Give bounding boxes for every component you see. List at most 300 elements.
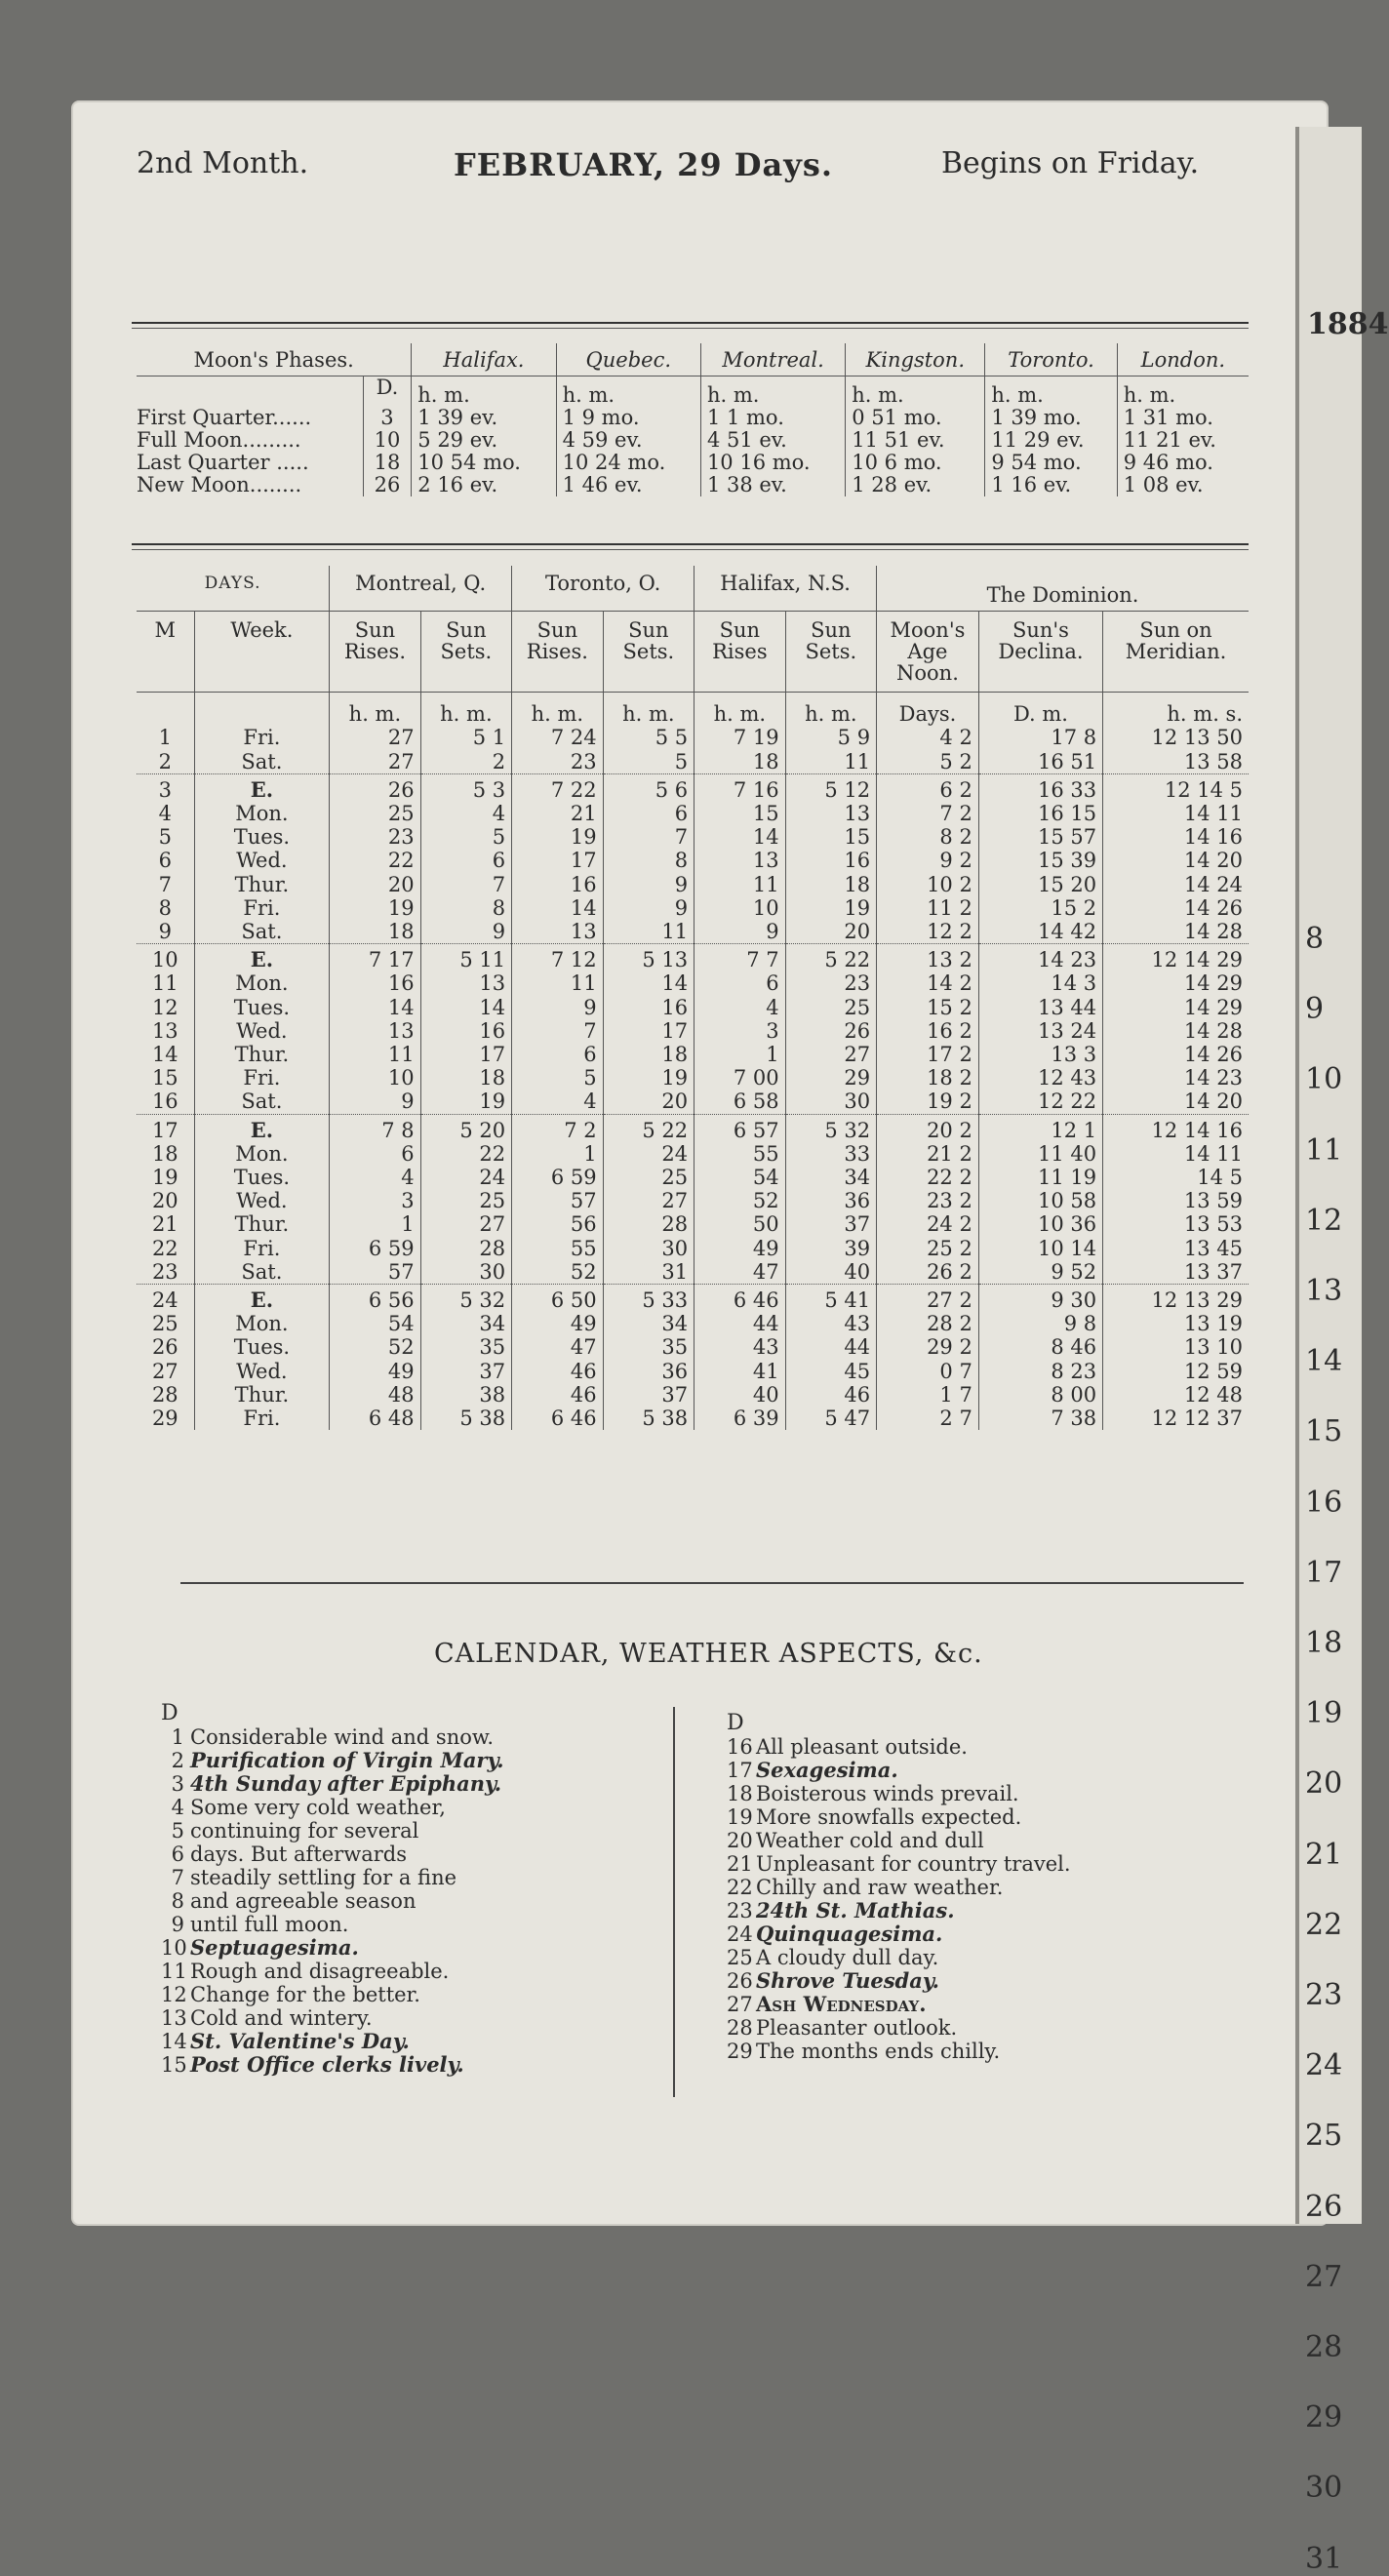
calendar-day-number: 4 [171, 1796, 184, 1819]
sun-meridian: 12 14 29 [1103, 944, 1249, 972]
city-london: London. [1117, 343, 1249, 376]
moon-age: 16 2 [877, 1019, 979, 1043]
sun-declination: 10 36 [978, 1212, 1102, 1236]
montreal-rises: 14 [330, 996, 420, 1019]
phase-time: 1 38 ev. [700, 474, 845, 496]
halifax-sets: 37 [785, 1212, 876, 1236]
sun-meridian: 14 29 [1103, 996, 1249, 1019]
calendar-d-label: D [727, 1711, 744, 1735]
halifax-rises: 6 39 [694, 1407, 785, 1430]
day-number: 20 [151, 1189, 179, 1213]
moon-age: 17 2 [877, 1043, 979, 1066]
sun-declination: 13 44 [978, 996, 1102, 1019]
moon-age: 15 2 [877, 996, 979, 1019]
montreal-sets: 5 32 [420, 1285, 511, 1313]
calendar-entry-text: days. But afterwards [190, 1843, 407, 1866]
unit-dm: D. m. [978, 693, 1102, 727]
phase-row [137, 407, 1249, 429]
phase-time: 9 54 mo. [985, 452, 1117, 474]
adjacent-page-number: 20 [1305, 1766, 1343, 1802]
toronto-rises: 23 [512, 750, 603, 774]
day-number: 16 [151, 1090, 179, 1114]
table-row [137, 1019, 1249, 1043]
table-row [137, 750, 1249, 774]
toronto-sets: 18 [603, 1043, 694, 1066]
weekday: Wed. [194, 1360, 330, 1383]
phase-time: 0 51 mo. [846, 407, 985, 429]
calendar-day-number: 17 [727, 1759, 753, 1782]
calendar-entry [161, 2030, 504, 2053]
calendar-title: CALENDAR, WEATHER ASPECTS, &c. [434, 1639, 983, 1669]
sun-meridian: 14 20 [1103, 1090, 1249, 1114]
adjacent-page-number: 28 [1305, 2330, 1343, 2364]
weekday: Mon. [194, 1142, 330, 1166]
toronto-rises: 7 [512, 1019, 603, 1043]
dominion-group-label: The Dominion. [877, 566, 1249, 612]
halifax-rises: 4 [694, 996, 785, 1019]
montreal-sets: 34 [420, 1312, 511, 1335]
montreal-rises: 27 [330, 750, 420, 774]
halifax-sets: 46 [785, 1383, 876, 1407]
halifax-sets: 5 47 [785, 1407, 876, 1430]
table-bottom-rule [180, 1582, 1244, 1584]
toronto-sets: 5 33 [603, 1285, 694, 1313]
sun-meridian: 14 28 [1103, 920, 1249, 944]
sun-declination: 12 22 [978, 1090, 1102, 1114]
sun-declination: 13 24 [978, 1019, 1102, 1043]
halifax-sets: 23 [785, 971, 876, 995]
sun-meridian: 14 20 [1103, 849, 1249, 872]
halifax-rises: 7 16 [694, 773, 785, 802]
calendar-entry-text: St. Valentine's Day. [190, 2029, 410, 2053]
adjacent-page-number: 21 [1305, 1837, 1343, 1872]
adjacent-page-number: 15 [1305, 1414, 1343, 1449]
phase-unit: h. m. [846, 376, 985, 408]
col-sun-declination: Sun's Declina. [978, 612, 1102, 693]
moon-age: 19 2 [877, 1090, 979, 1114]
moon-age: 18 2 [877, 1066, 979, 1090]
calendar-day-number: 2 [171, 1749, 184, 1772]
unit-hm: h. m. [785, 693, 876, 727]
adjacent-page-number: 27 [1305, 2259, 1343, 2294]
halifax-rises: 55 [694, 1142, 785, 1166]
halifax-rises: 7 00 [694, 1066, 785, 1090]
halifax-rises: 9 [694, 920, 785, 944]
calendar-day-number: 13 [161, 2006, 187, 2030]
phase-time: 5 29 ev. [412, 429, 556, 452]
halifax-rises: 6 46 [694, 1285, 785, 1313]
weekday: Sat. [194, 750, 330, 774]
toronto-rises: 47 [512, 1335, 603, 1359]
day-number: 29 [151, 1407, 179, 1431]
halifax-sets: 25 [785, 996, 876, 1019]
phase-unit: h. m. [556, 376, 700, 408]
day-number: 2 [158, 749, 172, 773]
col-montreal-sets: Sun Sets. [420, 612, 511, 693]
montreal-rises: 27 [330, 726, 420, 749]
montreal-sets: 35 [420, 1335, 511, 1359]
calendar-day-number: 24 [727, 1922, 753, 1946]
weekday: Fri. [194, 1066, 330, 1090]
halifax-sets: 11 [785, 750, 876, 774]
toronto-sets: 5 13 [603, 944, 694, 972]
sun-declination: 15 57 [978, 825, 1102, 849]
montreal-rises: 10 [330, 1066, 420, 1090]
sun-declination: 9 8 [978, 1312, 1102, 1335]
halifax-rises: 40 [694, 1383, 785, 1407]
toronto-sets: 16 [603, 996, 694, 1019]
sun-meridian: 13 10 [1103, 1335, 1249, 1359]
toronto-sets: 28 [603, 1212, 694, 1236]
table-row [137, 873, 1249, 896]
sun-declination: 16 15 [978, 802, 1102, 825]
halifax-rises: 3 [694, 1019, 785, 1043]
halifax-rises: 6 [694, 971, 785, 995]
halifax-sets: 39 [785, 1237, 876, 1260]
sun-meridian: 14 26 [1103, 896, 1249, 920]
weekday: Fri. [194, 1237, 330, 1260]
sun-meridian: 14 26 [1103, 1043, 1249, 1066]
phase-time: 1 46 ev. [556, 474, 700, 496]
sun-meridian: 13 53 [1103, 1212, 1249, 1236]
phase-unit: h. m. [985, 376, 1117, 408]
toronto-rises: 7 22 [512, 773, 603, 802]
moon-age: 23 2 [877, 1189, 979, 1212]
toronto-rises: 7 2 [512, 1114, 603, 1142]
calendar-entry [161, 2006, 504, 2030]
sun-declination: 7 38 [978, 1407, 1102, 1430]
halifax-rises: 15 [694, 802, 785, 825]
weekday: Mon. [194, 802, 330, 825]
day-number: 23 [151, 1259, 179, 1284]
adjacent-page-number: 29 [1305, 2400, 1343, 2436]
calendar-entry-text: Shrove Tuesday. [756, 1968, 939, 1993]
calendar-entry-text: Some very cold weather, [190, 1796, 446, 1819]
weekday: E. [194, 944, 330, 972]
day-number: 1 [158, 726, 172, 750]
moon-age: 26 2 [877, 1260, 979, 1285]
toronto-sets: 5 22 [603, 1114, 694, 1142]
weekday: Thur. [194, 1043, 330, 1066]
moon-age: 27 2 [877, 1285, 979, 1313]
sun-declination: 11 40 [978, 1142, 1102, 1166]
header-rule-thin [132, 328, 1249, 329]
phase-unit: h. m. [700, 376, 845, 408]
calendar-entry-text: until full moon. [190, 1913, 349, 1936]
weekday: Mon. [194, 971, 330, 995]
table-row [137, 1285, 1249, 1313]
toronto-sets: 37 [603, 1383, 694, 1407]
toronto-rises: 13 [512, 920, 603, 944]
toronto-rises: 17 [512, 849, 603, 872]
toronto-sets: 6 [603, 802, 694, 825]
unit-hm: h. m. [512, 693, 603, 727]
halifax-rises: 18 [694, 750, 785, 774]
adjacent-page-number: 31 [1305, 2541, 1343, 2576]
calendar-entry [727, 2040, 1071, 2063]
halifax-rises: 52 [694, 1189, 785, 1212]
city-toronto: Toronto. [985, 343, 1117, 376]
toronto-sets: 14 [603, 971, 694, 995]
sun-declination: 15 20 [978, 873, 1102, 896]
montreal-sets: 17 [420, 1043, 511, 1066]
halifax-sets: 16 [785, 849, 876, 872]
weekday: Thur. [194, 1212, 330, 1236]
moon-age: 4 2 [877, 726, 979, 749]
toronto-sets: 9 [603, 873, 694, 896]
sun-declination: 14 42 [978, 920, 1102, 944]
day-number: 21 [151, 1212, 179, 1237]
table-row [137, 971, 1249, 995]
phase-time: 1 08 ev. [1117, 474, 1249, 496]
sun-declination: 10 14 [978, 1237, 1102, 1260]
toronto-rises: 6 46 [512, 1407, 603, 1430]
phase-time: 1 16 ev. [985, 474, 1117, 496]
adjacent-page-number: 11 [1305, 1132, 1343, 1168]
phase-time: 10 54 mo. [412, 452, 556, 474]
sun-meridian: 12 14 5 [1103, 773, 1249, 802]
header-rule [132, 322, 1249, 324]
calendar-entry [161, 1866, 504, 1889]
weekday: Fri. [194, 1407, 330, 1430]
adjacent-year: 1884 [1307, 307, 1389, 341]
day-number: 27 [151, 1359, 179, 1383]
montreal-rises: 26 [330, 773, 420, 802]
montreal-sets: 13 [420, 971, 511, 995]
toronto-group-label: Toronto, O. [512, 566, 694, 612]
day-number: 26 [151, 1335, 179, 1360]
weekday: Fri. [194, 896, 330, 920]
phase-day: 26 [363, 474, 412, 496]
phase-day-label: D. [363, 376, 412, 408]
montreal-sets: 5 38 [420, 1407, 511, 1430]
calendar-entry [727, 1805, 1071, 1829]
montreal-sets: 2 [420, 750, 511, 774]
toronto-sets: 25 [603, 1166, 694, 1189]
table-row [137, 1114, 1249, 1142]
toronto-rises: 14 [512, 896, 603, 920]
day-number: 8 [158, 895, 172, 920]
calendar-day-number: 3 [171, 1772, 184, 1796]
calendar-entry-text: A cloudy dull day. [756, 1946, 939, 1969]
montreal-sets: 16 [420, 1019, 511, 1043]
table-row [137, 896, 1249, 920]
calendar-day-number: 1 [171, 1725, 184, 1749]
moon-age: 7 2 [877, 802, 979, 825]
montreal-rises: 1 [330, 1212, 420, 1236]
halifax-rises: 6 58 [694, 1090, 785, 1114]
page-title: FEBRUARY, 29 Days. [454, 146, 834, 183]
table-row [137, 1335, 1249, 1359]
calendar-day-number: 22 [727, 1876, 753, 1899]
phase-day: 18 [363, 452, 412, 474]
col-toronto-sets: Sun Sets. [603, 612, 694, 693]
sun-meridian: 14 28 [1103, 1019, 1249, 1043]
col-montreal-rises: Sun Rises. [330, 612, 420, 693]
halifax-sets: 30 [785, 1090, 876, 1114]
montreal-sets: 4 [420, 802, 511, 825]
montreal-rises: 54 [330, 1312, 420, 1335]
adjacent-page-number: 17 [1305, 1555, 1343, 1590]
sun-declination: 13 3 [978, 1043, 1102, 1066]
calendar-entry-text: Change for the better. [190, 1983, 420, 2006]
calendar-entry-text: 24th St. Mathias. [756, 1898, 955, 1922]
adjacent-page-number: 10 [1305, 1062, 1343, 1097]
day-number: 19 [151, 1166, 179, 1190]
calendar-entry-text: Weather cold and dull [756, 1829, 984, 1852]
calendar-entry [161, 1772, 504, 1796]
toronto-sets: 27 [603, 1189, 694, 1212]
weekday: E. [194, 1285, 330, 1313]
montreal-rises: 25 [330, 802, 420, 825]
calendar-entry-text: Considerable wind and snow. [190, 1725, 495, 1749]
calendar-entry-text: Quinquagesima. [756, 1922, 943, 1946]
moon-age: 9 2 [877, 849, 979, 872]
calendar-day-number: 5 [171, 1819, 184, 1843]
calendar-entry [727, 1946, 1071, 1969]
calendar-entry-text: The months ends chilly. [756, 2040, 1001, 2063]
phase-time: 10 16 mo. [700, 452, 845, 474]
phase-unit: h. m. [412, 376, 556, 408]
col-toronto-rises: Sun Rises. [512, 612, 603, 693]
calendar-d-label: D [161, 1701, 179, 1725]
montreal-sets: 6 [420, 849, 511, 872]
phase-time: 4 59 ev. [556, 429, 700, 452]
halifax-sets: 29 [785, 1066, 876, 1090]
adjacent-page-number: 12 [1305, 1203, 1343, 1238]
montreal-sets: 25 [420, 1189, 511, 1212]
halifax-rises: 50 [694, 1212, 785, 1236]
moon-age: 21 2 [877, 1142, 979, 1166]
halifax-sets: 19 [785, 896, 876, 920]
table-row [137, 1407, 1249, 1430]
phases-header: Moon's Phases. [137, 343, 412, 376]
table-row [137, 996, 1249, 1019]
halifax-sets: 43 [785, 1312, 876, 1335]
calendar-entry [727, 1735, 1071, 1759]
montreal-rises: 11 [330, 1043, 420, 1066]
toronto-sets: 35 [603, 1335, 694, 1359]
table-row [137, 1066, 1249, 1090]
sun-times-table [137, 566, 1249, 1430]
unit-hm: h. m. [694, 693, 785, 727]
toronto-sets: 31 [603, 1260, 694, 1285]
montreal-rises: 19 [330, 896, 420, 920]
table-row [137, 773, 1249, 802]
montreal-rises: 52 [330, 1335, 420, 1359]
phases-rule [132, 543, 1249, 545]
sun-declination: 12 43 [978, 1066, 1102, 1090]
halifax-sets: 5 22 [785, 944, 876, 972]
table-row [137, 1090, 1249, 1114]
calendar-day-number: 11 [161, 1960, 187, 1983]
montreal-sets: 8 [420, 896, 511, 920]
halifax-sets: 45 [785, 1360, 876, 1383]
calendar-day-number: 7 [171, 1866, 184, 1889]
toronto-sets: 8 [603, 849, 694, 872]
sun-declination: 14 3 [978, 971, 1102, 995]
sun-declination: 10 58 [978, 1189, 1102, 1212]
table-row [137, 1260, 1249, 1285]
weekday: Wed. [194, 1019, 330, 1043]
weekday: Thur. [194, 873, 330, 896]
sun-declination: 17 8 [978, 726, 1102, 749]
toronto-rises: 9 [512, 996, 603, 1019]
phase-unit: h. m. [1117, 376, 1249, 408]
halifax-rises: 54 [694, 1166, 785, 1189]
sun-meridian: 14 24 [1103, 873, 1249, 896]
montreal-rises: 13 [330, 1019, 420, 1043]
day-number: 12 [151, 995, 179, 1019]
halifax-rises: 10 [694, 896, 785, 920]
toronto-sets: 24 [603, 1142, 694, 1166]
weekday: Sat. [194, 1090, 330, 1114]
sun-declination: 15 2 [978, 896, 1102, 920]
montreal-rises: 6 [330, 1142, 420, 1166]
table-row [137, 726, 1249, 749]
moon-age: 2 7 [877, 1407, 979, 1430]
moon-age: 25 2 [877, 1237, 979, 1260]
table-row [137, 1189, 1249, 1212]
halifax-sets: 20 [785, 920, 876, 944]
day-number: 9 [158, 920, 172, 944]
calendar-day-number: 9 [171, 1913, 184, 1936]
halifax-sets: 15 [785, 825, 876, 849]
montreal-sets: 5 [420, 825, 511, 849]
montreal-sets: 5 1 [420, 726, 511, 749]
calendar-day-number: 27 [727, 1993, 753, 2016]
toronto-rises: 19 [512, 825, 603, 849]
calendar-entry-text: Post Office clerks lively. [190, 2052, 464, 2077]
adjacent-page-number: 14 [1305, 1344, 1343, 1379]
calendar-day-number: 18 [727, 1782, 753, 1805]
halifax-rises: 14 [694, 825, 785, 849]
halifax-sets: 26 [785, 1019, 876, 1043]
halifax-sets: 34 [785, 1166, 876, 1189]
adjacent-page-number: 8 [1305, 922, 1325, 956]
sun-meridian: 13 58 [1103, 750, 1249, 774]
moon-phases-table [137, 343, 1249, 496]
calendar-day-number: 16 [727, 1735, 753, 1759]
phase-time: 1 28 ev. [846, 474, 985, 496]
moon-age: 24 2 [877, 1212, 979, 1236]
halifax-sets: 27 [785, 1043, 876, 1066]
toronto-rises: 52 [512, 1260, 603, 1285]
sun-declination: 11 19 [978, 1166, 1102, 1189]
unit-hm: h. m. [603, 693, 694, 727]
montreal-rises: 48 [330, 1383, 420, 1407]
col-moon-age: Moon's Age Noon. [877, 612, 979, 693]
montreal-group-label: Montreal, Q. [330, 566, 512, 612]
calendar-day-number: 29 [727, 2040, 753, 2063]
day-number: 4 [158, 802, 172, 826]
col-halifax-sets: Sun Sets. [785, 612, 876, 693]
day-number: 17 [137, 1114, 194, 1142]
adjacent-page-number: 24 [1305, 2048, 1343, 2083]
toronto-rises: 21 [512, 802, 603, 825]
unit-hm: h. m. [330, 693, 420, 727]
halifax-rises: 1 [694, 1043, 785, 1066]
phase-row [137, 429, 1249, 452]
calendar-entry [727, 1993, 1071, 2016]
calendar-entry [161, 1796, 504, 1819]
month-label: 2nd Month. [137, 146, 309, 180]
calendar-entry-text: Purification of Virgin Mary. [190, 1748, 504, 1772]
montreal-sets: 27 [420, 1212, 511, 1236]
calendar-entry-text: steadily settling for a fine [190, 1866, 457, 1889]
sun-declination: 8 46 [978, 1335, 1102, 1359]
halifax-sets: 40 [785, 1260, 876, 1285]
